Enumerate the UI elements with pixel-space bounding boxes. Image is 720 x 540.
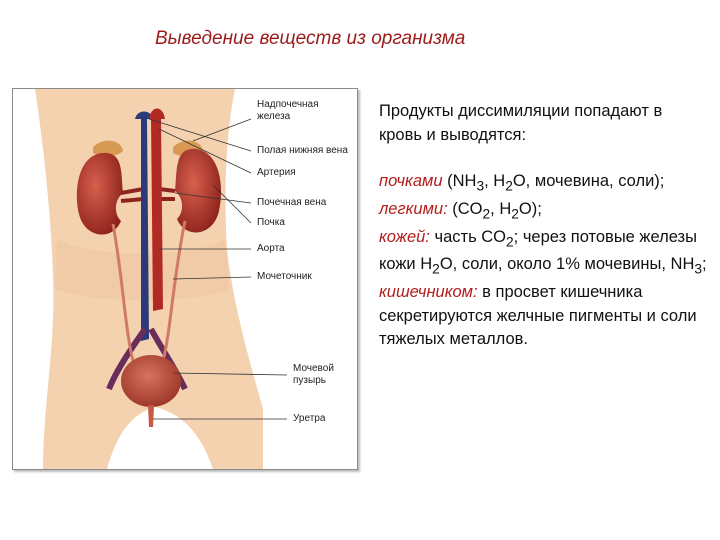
label-adrenal-gland: Надпочечная железа: [257, 99, 319, 122]
intestine-item: кишечником: в просвет кишечника секретируются желчные пигменты и соли тяжелых металлов.: [379, 283, 697, 349]
label-urethra: Уретра: [293, 413, 326, 424]
bladder-shape: [121, 355, 181, 407]
label-aorta: Аорта: [257, 243, 285, 254]
label-kidney: Почка: [257, 217, 285, 228]
intro-paragraph: Продукты диссимиляции попадают в кровь и выводятся:: [379, 102, 663, 144]
slide-title: Выведение веществ из организма: [155, 28, 466, 49]
label-ureter: Мочеточник: [257, 271, 312, 282]
intestine-term: кишечником:: [379, 283, 478, 302]
label-artery: Артерия: [257, 167, 296, 178]
kidneys-term: почками: [379, 172, 443, 190]
skin-item: кожей: часть $CO_2$; через потовые железы кожи $H_2O$, соли, около 1% мочевины, $NH_3$;: [379, 227, 707, 277]
kidneys-item: почками ($NH_3$, $H_2O$, мочевина, соли);: [379, 172, 665, 194]
lungs-item: легкими: ($CO_2$, $H_2O$);: [379, 199, 542, 222]
explanation-text: [379, 100, 709, 352]
anatomy-figure: [12, 88, 358, 470]
aorta-shape: [151, 119, 163, 311]
urethra-shape: [148, 405, 154, 427]
lungs-term: легкими:: [379, 199, 448, 218]
skin-term: кожей:: [379, 227, 430, 246]
label-renal-vein: Почечная вена: [257, 197, 327, 208]
label-inferior-vena-cava: Полая нижняя вена: [257, 145, 348, 156]
label-bladder: Мочевой пузырь: [293, 363, 334, 386]
